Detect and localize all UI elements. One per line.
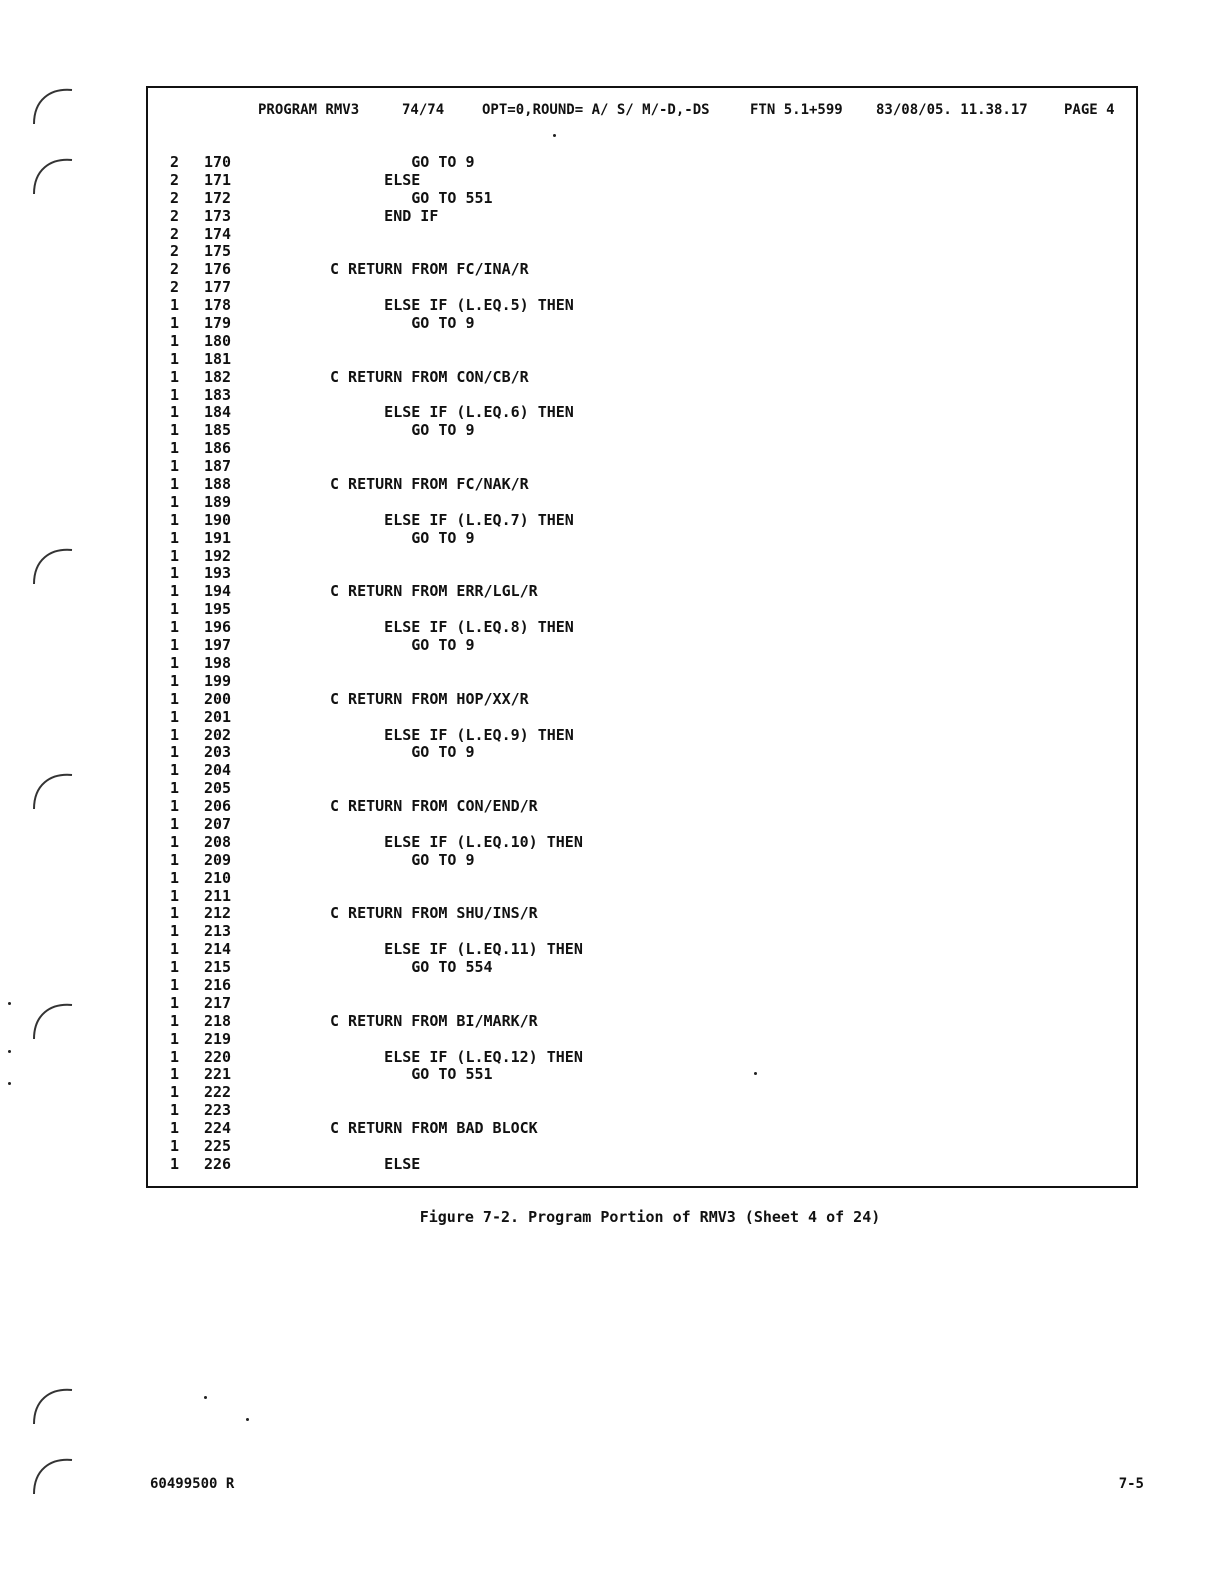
listing-line <box>148 1084 1136 1102</box>
listing-line <box>148 780 1136 798</box>
listing-line <box>148 601 1136 619</box>
listing-line <box>148 422 1136 440</box>
line-number: 222 <box>204 1083 232 1102</box>
line-number: 191 <box>204 528 232 547</box>
line-number: 199 <box>204 671 232 690</box>
nesting-level: 1 <box>170 993 180 1012</box>
nesting-level: 1 <box>170 314 180 333</box>
listing-line <box>148 1156 1136 1174</box>
listing-line <box>148 1102 1136 1120</box>
listing-header <box>148 102 1136 122</box>
source-code: C RETURN FROM ERR/LGL/R <box>330 582 538 601</box>
nesting-level: 1 <box>170 546 180 565</box>
line-number: 216 <box>204 975 232 994</box>
listing-line <box>148 243 1136 261</box>
listing-line <box>148 476 1136 494</box>
line-number: 175 <box>204 242 232 261</box>
source-code: END IF <box>330 206 439 225</box>
nesting-level: 1 <box>170 797 180 816</box>
listing-line <box>148 798 1136 816</box>
source-code: GO TO 9 <box>330 743 475 762</box>
line-number: 193 <box>204 564 232 583</box>
listing-lines <box>148 154 1136 1174</box>
nesting-level: 1 <box>170 1154 180 1173</box>
speck <box>8 1002 11 1005</box>
listing-line <box>148 852 1136 870</box>
line-number: 212 <box>204 904 232 923</box>
listing-line <box>148 226 1136 244</box>
line-number: 194 <box>204 582 232 601</box>
line-number: 178 <box>204 296 232 315</box>
line-number: 205 <box>204 779 232 798</box>
line-number: 200 <box>204 689 232 708</box>
source-code: GO TO 9 <box>330 421 475 440</box>
listing-line <box>148 691 1136 709</box>
source-code: ELSE IF (L.EQ.7) THEN <box>330 510 574 529</box>
listing-line <box>148 816 1136 834</box>
line-number: 207 <box>204 814 232 833</box>
nesting-level: 1 <box>170 1136 180 1155</box>
speck <box>246 1418 249 1421</box>
line-number: 185 <box>204 421 232 440</box>
binder-hole-icon <box>28 995 76 1043</box>
line-number: 219 <box>204 1029 232 1048</box>
line-number: 208 <box>204 832 232 851</box>
nesting-level: 1 <box>170 653 180 672</box>
listing-line <box>148 673 1136 691</box>
listing-line <box>148 583 1136 601</box>
program-listing <box>146 86 1138 1188</box>
nesting-level: 1 <box>170 1065 180 1084</box>
line-number: 176 <box>204 260 232 279</box>
nesting-level: 1 <box>170 1047 180 1066</box>
nesting-level: 1 <box>170 958 180 977</box>
listing-line <box>148 655 1136 673</box>
line-number: 196 <box>204 618 232 637</box>
nesting-level: 1 <box>170 510 180 529</box>
listing-line <box>148 870 1136 888</box>
listing-line <box>148 261 1136 279</box>
nesting-level: 1 <box>170 564 180 583</box>
nesting-level: 1 <box>170 779 180 798</box>
binder-hole-icon <box>28 540 76 588</box>
nesting-level: 2 <box>170 278 180 297</box>
source-code: C RETURN FROM FC/NAK/R <box>330 475 529 494</box>
source-code: ELSE IF (L.EQ.11) THEN <box>330 940 583 959</box>
line-number: 186 <box>204 439 232 458</box>
compile-timestamp: 83/08/05. 11.38.17 <box>876 102 1028 118</box>
line-number: 182 <box>204 367 232 386</box>
listing-line <box>148 458 1136 476</box>
line-number: 188 <box>204 475 232 494</box>
program-level: 74/74 <box>402 102 445 118</box>
source-code: GO TO 554 <box>330 958 493 977</box>
document-number: 60499500 R <box>150 1476 235 1492</box>
nesting-level: 2 <box>170 153 180 171</box>
source-code: GO TO 9 <box>330 153 475 171</box>
nesting-level: 1 <box>170 421 180 440</box>
binder-hole-icon <box>28 1380 76 1428</box>
nesting-level: 1 <box>170 743 180 762</box>
line-number: 195 <box>204 600 232 619</box>
nesting-level: 1 <box>170 636 180 655</box>
listing-page: PAGE 4 <box>1064 102 1115 118</box>
nesting-level: 2 <box>170 170 180 189</box>
line-number: 192 <box>204 546 232 565</box>
listing-line <box>148 977 1136 995</box>
line-number: 183 <box>204 385 232 404</box>
listing-line <box>148 923 1136 941</box>
listing-line <box>148 619 1136 637</box>
listing-line <box>148 1049 1136 1067</box>
line-number: 210 <box>204 868 232 887</box>
nesting-level: 1 <box>170 922 180 941</box>
source-code: GO TO 551 <box>330 1065 493 1084</box>
source-code: C RETURN FROM FC/INA/R <box>330 260 529 279</box>
nesting-level: 1 <box>170 707 180 726</box>
listing-line <box>148 834 1136 852</box>
program-name: PROGRAM RMV3 <box>258 102 360 118</box>
listing-line <box>148 1120 1136 1138</box>
binder-hole-icon <box>28 1450 76 1498</box>
listing-line <box>148 959 1136 977</box>
listing-line <box>148 995 1136 1013</box>
nesting-level: 1 <box>170 886 180 905</box>
listing-line <box>148 530 1136 548</box>
line-number: 221 <box>204 1065 232 1084</box>
nesting-level: 1 <box>170 457 180 476</box>
line-number: 171 <box>204 170 232 189</box>
nesting-level: 1 <box>170 725 180 744</box>
listing-line <box>148 512 1136 530</box>
nesting-level: 2 <box>170 224 180 243</box>
listing-line <box>148 1066 1136 1084</box>
nesting-level: 1 <box>170 1011 180 1030</box>
line-number: 189 <box>204 492 232 511</box>
line-number: 172 <box>204 188 232 207</box>
nesting-level: 1 <box>170 296 180 315</box>
line-number: 187 <box>204 457 232 476</box>
page-number: 7-5 <box>1118 1476 1144 1492</box>
listing-line <box>148 709 1136 727</box>
nesting-level: 1 <box>170 600 180 619</box>
nesting-level: 1 <box>170 528 180 547</box>
source-code: ELSE <box>330 1154 421 1173</box>
line-number: 226 <box>204 1154 232 1173</box>
line-number: 181 <box>204 349 232 368</box>
listing-line <box>148 888 1136 906</box>
listing-line <box>148 1013 1136 1031</box>
line-number: 223 <box>204 1101 232 1120</box>
listing-line <box>148 297 1136 315</box>
source-code: C RETURN FROM CON/CB/R <box>330 367 529 386</box>
source-code: C RETURN FROM BI/MARK/R <box>330 1011 538 1030</box>
nesting-level: 1 <box>170 403 180 422</box>
line-number: 217 <box>204 993 232 1012</box>
line-number: 213 <box>204 922 232 941</box>
nesting-level: 1 <box>170 1029 180 1048</box>
listing-line <box>148 351 1136 369</box>
line-number: 202 <box>204 725 232 744</box>
line-number: 225 <box>204 1136 232 1155</box>
source-code: ELSE IF (L.EQ.6) THEN <box>330 403 574 422</box>
listing-line <box>148 279 1136 297</box>
nesting-level: 1 <box>170 582 180 601</box>
nesting-level: 1 <box>170 832 180 851</box>
line-number: 211 <box>204 886 232 905</box>
source-code: GO TO 9 <box>330 528 475 547</box>
listing-line <box>148 208 1136 226</box>
listing-line <box>148 565 1136 583</box>
binder-hole-icon <box>28 150 76 198</box>
line-number: 224 <box>204 1119 232 1138</box>
line-number: 206 <box>204 797 232 816</box>
source-code: ELSE <box>330 170 421 189</box>
source-code: ELSE IF (L.EQ.12) THEN <box>330 1047 583 1066</box>
nesting-level: 1 <box>170 367 180 386</box>
line-number: 177 <box>204 278 232 297</box>
source-code: GO TO 9 <box>330 314 475 333</box>
nesting-level: 1 <box>170 868 180 887</box>
nesting-level: 1 <box>170 975 180 994</box>
source-code: C RETURN FROM SHU/INS/R <box>330 904 538 923</box>
speck <box>204 1396 207 1399</box>
nesting-level: 2 <box>170 188 180 207</box>
nesting-level: 1 <box>170 850 180 869</box>
nesting-level: 1 <box>170 475 180 494</box>
line-number: 215 <box>204 958 232 977</box>
listing-line <box>148 1031 1136 1049</box>
source-code: ELSE IF (L.EQ.9) THEN <box>330 725 574 744</box>
speck <box>8 1082 11 1085</box>
line-number: 184 <box>204 403 232 422</box>
binder-hole-icon <box>28 80 76 128</box>
nesting-level: 2 <box>170 206 180 225</box>
line-number: 197 <box>204 636 232 655</box>
nesting-level: 1 <box>170 814 180 833</box>
source-code: C RETURN FROM BAD BLOCK <box>330 1119 538 1138</box>
listing-line <box>148 333 1136 351</box>
nesting-level: 1 <box>170 331 180 350</box>
nesting-level: 1 <box>170 689 180 708</box>
line-number: 214 <box>204 940 232 959</box>
nesting-level: 2 <box>170 242 180 261</box>
line-number: 203 <box>204 743 232 762</box>
nesting-level: 1 <box>170 618 180 637</box>
nesting-level: 2 <box>170 260 180 279</box>
listing-line <box>148 494 1136 512</box>
source-code: ELSE IF (L.EQ.5) THEN <box>330 296 574 315</box>
line-number: 220 <box>204 1047 232 1066</box>
line-number: 201 <box>204 707 232 726</box>
listing-line <box>148 637 1136 655</box>
nesting-level: 1 <box>170 385 180 404</box>
line-number: 180 <box>204 331 232 350</box>
line-number: 179 <box>204 314 232 333</box>
line-number: 204 <box>204 761 232 780</box>
line-number: 198 <box>204 653 232 672</box>
listing-line <box>148 315 1136 333</box>
compiler-version: FTN 5.1+599 <box>750 102 843 118</box>
nesting-level: 1 <box>170 349 180 368</box>
listing-line <box>148 1138 1136 1156</box>
nesting-level: 1 <box>170 761 180 780</box>
listing-line <box>148 905 1136 923</box>
line-number: 173 <box>204 206 232 225</box>
listing-line <box>148 404 1136 422</box>
nesting-level: 1 <box>170 940 180 959</box>
listing-line <box>148 548 1136 566</box>
source-code: C RETURN FROM CON/END/R <box>330 797 538 816</box>
listing-line <box>148 744 1136 762</box>
source-code: C RETURN FROM HOP/XX/R <box>330 689 529 708</box>
nesting-level: 1 <box>170 904 180 923</box>
binder-hole-icon <box>28 765 76 813</box>
nesting-level: 1 <box>170 671 180 690</box>
listing-line <box>148 762 1136 780</box>
line-number: 170 <box>204 153 232 171</box>
listing-line <box>148 941 1136 959</box>
source-code: GO TO 9 <box>330 636 475 655</box>
listing-line <box>148 154 1136 172</box>
listing-line <box>148 727 1136 745</box>
listing-line <box>148 369 1136 387</box>
nesting-level: 1 <box>170 492 180 511</box>
line-number: 174 <box>204 224 232 243</box>
nesting-level: 1 <box>170 439 180 458</box>
listing-line <box>148 440 1136 458</box>
listing-line <box>148 172 1136 190</box>
figure-caption: Figure 7-2. Program Portion of RMV3 (Sheet 4 of 24) <box>419 1208 881 1226</box>
nesting-level: 1 <box>170 1101 180 1120</box>
nesting-level: 1 <box>170 1119 180 1138</box>
line-number: 190 <box>204 510 232 529</box>
nesting-level: 1 <box>170 1083 180 1102</box>
line-number: 209 <box>204 850 232 869</box>
line-number: 218 <box>204 1011 232 1030</box>
source-code: ELSE IF (L.EQ.10) THEN <box>330 832 583 851</box>
source-code: GO TO 551 <box>330 188 493 207</box>
source-code: GO TO 9 <box>330 850 475 869</box>
listing-line <box>148 387 1136 405</box>
source-code: ELSE IF (L.EQ.8) THEN <box>330 618 574 637</box>
speck <box>8 1050 11 1053</box>
compile-options: OPT=0,ROUND= A/ S/ M/-D,-DS <box>482 102 710 118</box>
listing-line <box>148 190 1136 208</box>
